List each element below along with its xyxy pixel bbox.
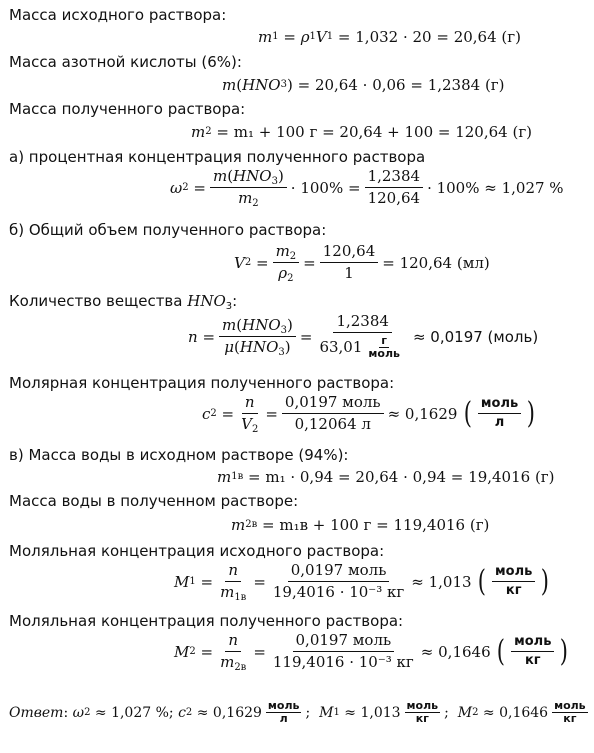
equation-M2: M 2 = $\frac{n}{m_{2в}}$ = $\frac{\text{0,0197 моль}}{\text{119,4016 · 10⁻³ кг}}$ ≈ 0,1646 ( $\frac{\text{моль}}{кг}$ ) xyxy=(174,631,569,673)
answer-label: Ответ xyxy=(9,704,64,721)
heading-molality-initial: Моляльная концентрация исходного раствора: xyxy=(9,542,385,560)
heading-amount-of-substance: Количество вещества $HNO_3$: xyxy=(9,292,238,312)
equation-m2: m 2 = m₁ + 100 г = 20,64 + 100 = 120,64 (г) xyxy=(191,123,533,141)
heading-water-mass-initial: в) Масса воды в исходном растворе (94%): xyxy=(9,446,349,464)
equation-m1v: m 1в = m₁ · 0,94 = 20,64 · 0,94 = 19,4016 (г) xyxy=(217,468,555,486)
equation-v2: V 2 = $\frac{m_2}{\rho_2}$ = $\frac{120,64}{1}$ = 120,64 (мл) xyxy=(234,242,490,284)
heading-nitric-acid-mass: Масса азотной кислоты (6%): xyxy=(9,53,242,71)
equation-c2: c 2 = $\frac{n}{V_2}$ = $\frac{\text{0,0197 моль}}{0,12064 л}$ ≈ 0,1629 ( $\frac{\text{моль}}{л}$ ) xyxy=(202,393,536,435)
equation-n: n = $\frac{m(HNO_3)}{\mu(HNO_3)}$ = 1,2384 63,01 $\frac{г}{\text{моль}}$ ≈ 0,0197 (моль) xyxy=(188,312,539,360)
heading-water-mass-result: Масса воды в полученном растворе: xyxy=(9,492,299,510)
equation-M1: M 1 = $\frac{n}{m_{1в}}$ = $\frac{\text{0,0197 моль}}{\text{19,4016 · 10⁻³ кг}}$ ≈ 1,013 ( $\frac{\text{моль}}{кг}$ ) xyxy=(174,561,550,603)
heading-molar-concentration: Молярная концентрация полученного раствора: xyxy=(9,374,395,392)
heading-initial-solution-mass: Масса исходного раствора: xyxy=(9,6,227,24)
equation-m-hno3: m ( HNO 3 ) = 20,64 · 0,06 = 1,2384 (г) xyxy=(222,76,505,94)
heading-molality-result: Моляльная концентрация полученного раствора: xyxy=(9,612,404,630)
equation-m1: m 1 = ρ 1 V 1 = 1,032 · 20 = 20,64 (г) xyxy=(258,28,521,46)
heading-total-volume: б) Общий объем полученного раствора: xyxy=(9,221,327,239)
answer-line: Ответ : ω 2 ≈ 1,027 %; c 2 ≈ 0,1629 $\frac{\text{моль}}{л}$ ; M 1 ≈ 1,013 $\frac{\text{моль}}{кг}$ ; M 2 ≈ 0,1646 $\frac{\text{моль}}{кг}$ xyxy=(9,699,586,725)
heading-result-solution-mass: Масса полученного раствора: xyxy=(9,100,246,118)
equation-m2v: m 2в = m₁в + 100 г = 119,4016 (г) xyxy=(231,516,490,534)
answer-omega: ≈ 1,027 %; xyxy=(94,704,174,721)
answer-M2: ≈ 0,1646 xyxy=(482,704,549,721)
equation-omega2: ω 2 = $\frac{m(HNO_3)}{m_2}$ · 100% = $\frac{1,2384}{120,64}$ · 100% ≈ 1,027 % xyxy=(170,167,564,209)
heading-percent-concentration: а) процентная концентрация полученного раствора xyxy=(9,148,426,166)
answer-M1: ≈ 1,013 xyxy=(344,704,401,721)
answer-c2: ≈ 0,1629 xyxy=(196,704,262,721)
